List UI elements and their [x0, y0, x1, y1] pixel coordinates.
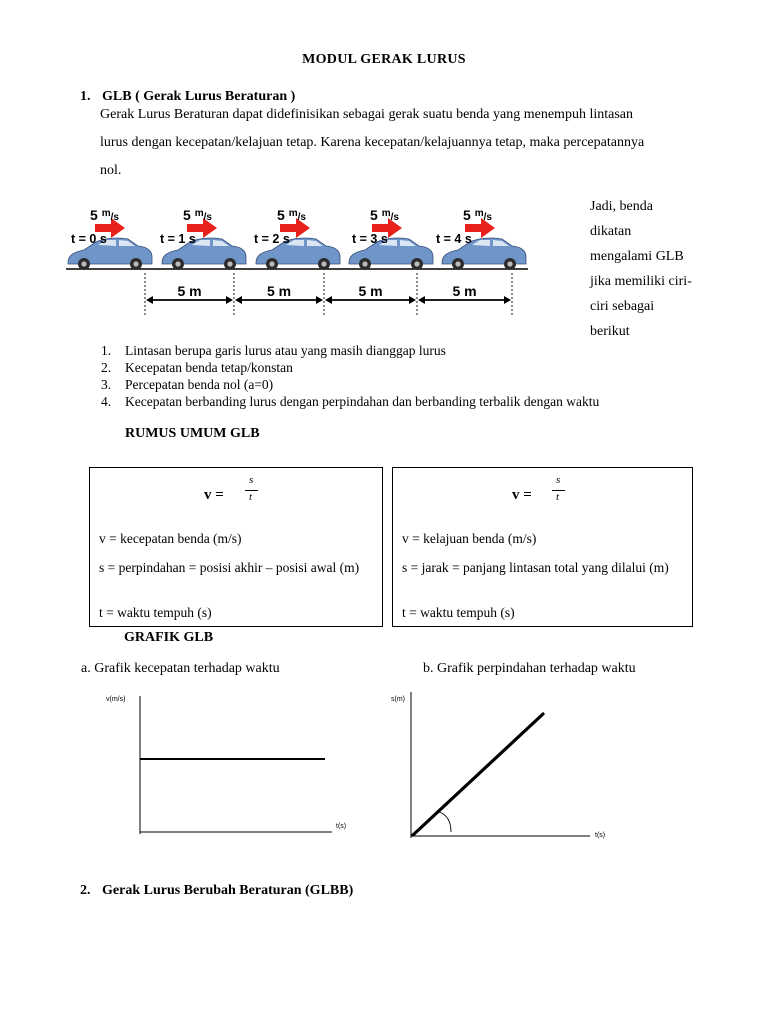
y-axis-label: s(m)	[391, 696, 405, 703]
time-label: t = 1 s	[160, 232, 196, 246]
fraction-numerator: s	[249, 474, 254, 486]
definition-t: t = waktu tempuh (s)	[402, 605, 515, 620]
formula-box-speed: v = s t v = kelajuan benda (m/s) s = jarak = panjang lintasan total yang dilalui (m) t = waktu tempuh (s)	[392, 467, 693, 627]
figure-overlay	[62, 195, 532, 320]
list-item: 2. Kecepatan benda tetap/konstan	[101, 360, 293, 375]
side-note-line: Jadi, benda	[590, 199, 653, 214]
list-item: 4. Kecepatan berbanding lurus dengan perpindahan dan berbanding terbalik dengan waktu	[101, 394, 600, 409]
y-axis-label: v(m/s)	[106, 696, 126, 703]
distance-label: 5 m	[358, 283, 383, 299]
definition-line: Gerak Lurus Beraturan dapat didefinisikan sebagai gerak suatu benda yang menempuh lintasan	[100, 107, 633, 122]
speed-label: 5 $^m_{/s}$	[277, 207, 306, 223]
definition-v: v = kelajuan benda (m/s)	[402, 531, 537, 546]
time-label: t = 4 s	[436, 232, 472, 246]
graph-a-label: a. Grafik kecepatan terhadap waktu	[81, 661, 280, 676]
definition-v: v = kecepatan benda (m/s)	[99, 531, 242, 546]
graph-b-label: b. Grafik perpindahan terhadap waktu	[423, 661, 636, 676]
section-2-heading: Gerak Lurus Berubah Beraturan (GLBB)	[102, 883, 354, 898]
fraction-denominator: t	[249, 491, 253, 503]
side-note-line: dikatan	[590, 224, 632, 239]
formula-box-velocity: v = s t v = kecepatan benda (m/s) s = perpindahan = posisi akhir – posisi awal (m) t = waktu tempuh (s)	[89, 467, 383, 627]
distance-label: 5 m	[452, 283, 477, 299]
glb-features-list	[101, 342, 599, 410]
side-note-line: mengalami GLB	[590, 249, 684, 264]
definition-line: lurus dengan kecepatan/kelajuan tetap. Karena kecepatan/kelajuannya tetap, maka percepatannya	[100, 135, 645, 150]
time-label: t = 3 s	[352, 232, 388, 246]
x-axis-label: t(s)	[336, 823, 347, 830]
velocity-time-graph	[100, 688, 360, 838]
displacement-line	[413, 714, 543, 835]
speed-label: 5 $^m_{/s}$	[463, 207, 492, 223]
glb-side-note	[590, 194, 692, 344]
x-axis-label: t(s)	[595, 832, 606, 839]
speed-label: 5 $^m_{/s}$	[90, 207, 119, 223]
section-1-heading: GLB ( Gerak Lurus Beraturan )	[102, 89, 296, 104]
angle-arc	[439, 812, 451, 832]
grafik-heading: GRAFIK GLB	[124, 630, 214, 645]
side-note-line: berikut	[590, 324, 630, 339]
section-2-number: 2.	[80, 883, 91, 898]
definition-t: t = waktu tempuh (s)	[99, 605, 212, 620]
glb-definition	[100, 101, 720, 185]
distance-label: 5 m	[177, 283, 202, 299]
speed-label: 5 $^m_{/s}$	[370, 207, 399, 223]
list-item: 1. Lintasan berupa garis lurus atau yang masih dianggap lurus	[101, 343, 446, 358]
side-note-line: jika memiliki ciri-	[590, 274, 692, 289]
fraction-numerator: s	[556, 474, 561, 486]
time-label: t = 2 s	[254, 232, 290, 246]
definition-s: s = jarak = panjang lintasan total yang dilalui (m)	[402, 560, 669, 575]
document-title: MODUL GERAK LURUS	[302, 52, 466, 67]
rumus-heading: RUMUS UMUM GLB	[125, 426, 260, 441]
time-label: t = 0 s	[71, 232, 107, 246]
list-item: 3. Percepatan benda nol (a=0)	[101, 377, 274, 392]
speed-label: 5 $^m_{/s}$	[183, 207, 212, 223]
section-1-number: 1.	[80, 89, 91, 104]
side-note-line: ciri sebagai	[590, 299, 655, 314]
fraction-denominator: t	[556, 491, 560, 503]
displacement-time-graph	[385, 688, 625, 843]
definition-s: s = perpindahan = posisi akhir – posisi awal (m)	[99, 560, 360, 575]
definition-line: nol.	[100, 163, 122, 178]
distance-label: 5 m	[266, 283, 292, 299]
